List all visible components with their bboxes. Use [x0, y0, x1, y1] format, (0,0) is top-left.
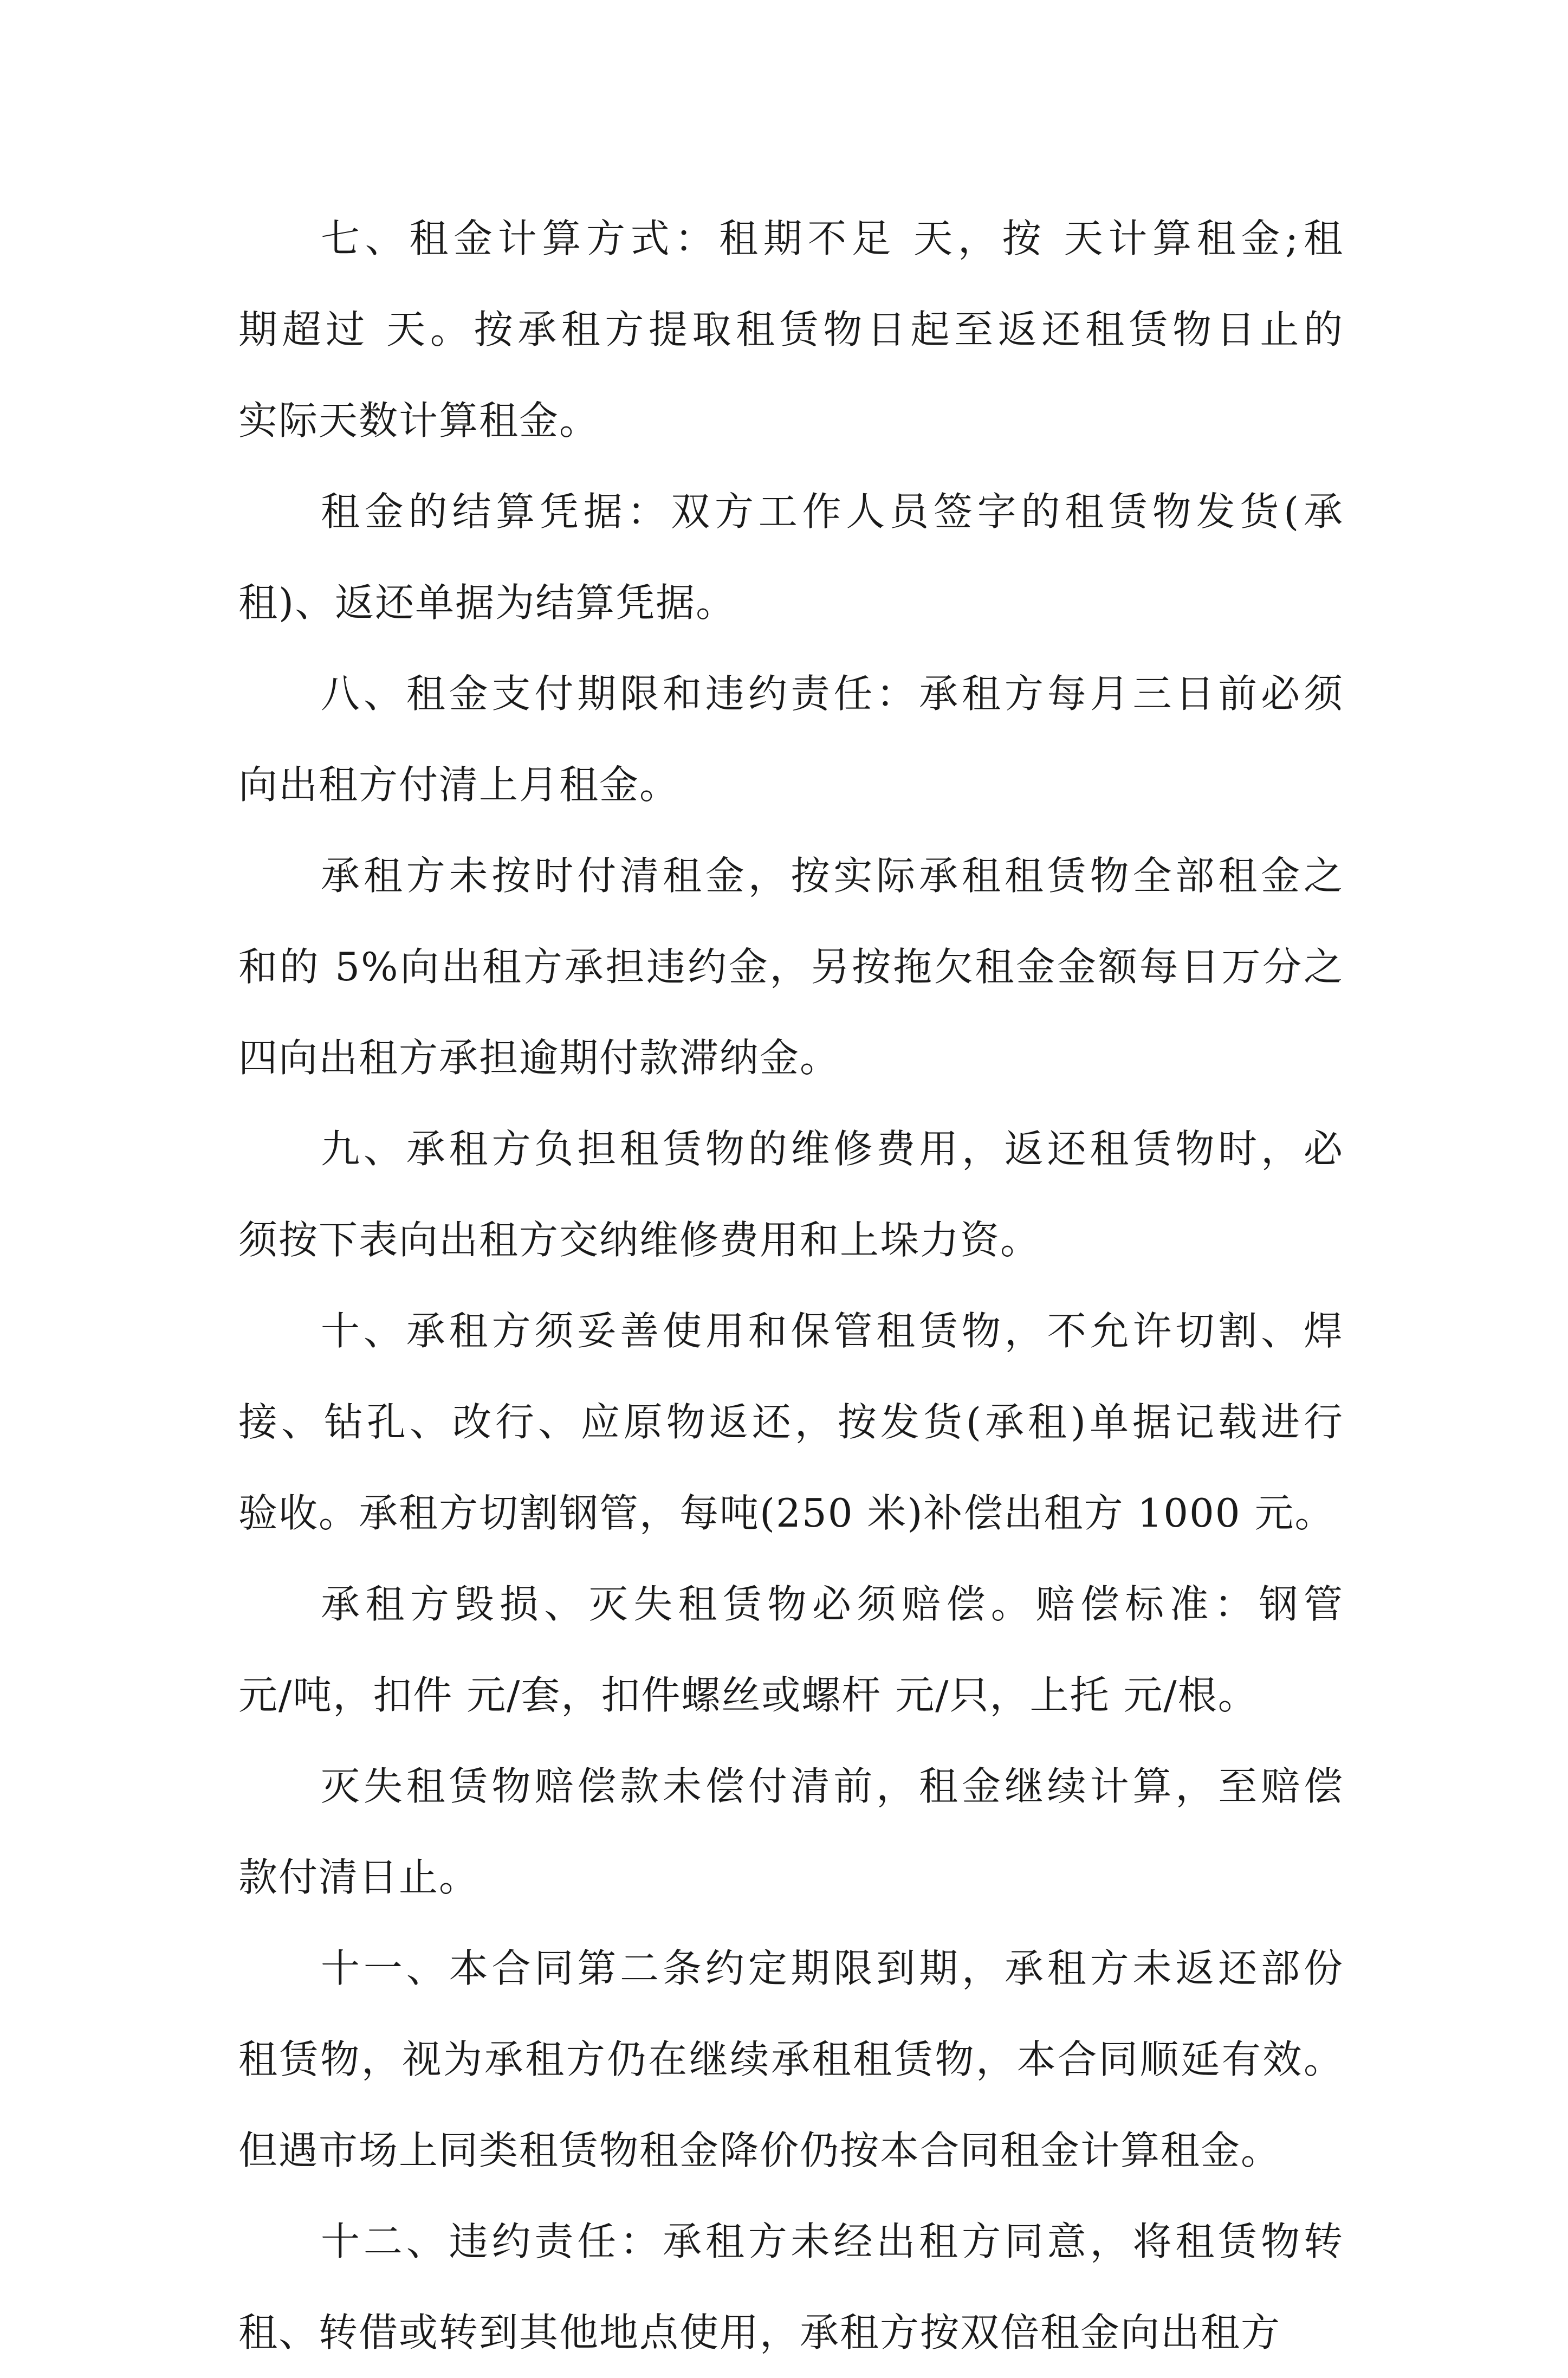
- paragraph-line: 款付清日止。: [238, 1854, 480, 1900]
- paragraph-line: 租、转借或转到其他地点使用，承租方按双倍租金向出租方: [238, 2310, 1281, 2355]
- paragraph-line: 接、钻孔、改行、应原物返还，按发货(承租)单据记载进行: [238, 1399, 1344, 1445]
- paragraph-line: 租金的结算凭据：双方工作人员签字的租赁物发货(承: [321, 489, 1344, 534]
- paragraph-line: 期超过 天。按承租方提取租赁物日起至返还租赁物日止的: [238, 307, 1344, 352]
- contract-paragraph-p10b: [238, 1559, 1344, 1741]
- paragraph-line: 承租方毁损、灭失租赁物必须赔偿。赔偿标准：钢管: [321, 1581, 1344, 1627]
- contract-paragraph-p10c: [238, 1741, 1344, 1923]
- paragraph-line: 九、承租方负担租赁物的维修费用，返还租赁物时，必: [321, 1126, 1344, 1172]
- paragraph-line: 但遇市场上同类租赁物租金降价仍按本合同租金计算租金。: [238, 2128, 1281, 2173]
- contract-body: [238, 193, 1344, 2378]
- paragraph-line: 灭失租赁物赔偿款未偿付清前，租金继续计算，至赔偿: [321, 1763, 1344, 1809]
- paragraph-line: 八、租金支付期限和违约责任：承租方每月三日前必须: [321, 671, 1344, 716]
- paragraph-line: 须按下表向出租方交纳维修费用和上垛力资。: [238, 1217, 1041, 1263]
- paragraph-line: 承租方未按时付清租金，按实际承租租赁物全部租金之: [321, 853, 1344, 899]
- paragraph-line: 向出租方付清上月租金。: [238, 762, 680, 807]
- contract-paragraph-p12: [238, 2196, 1344, 2378]
- paragraph-line: 验收。承租方切割钢管，每吨(250 米)补偿出租方 1000 元。: [238, 1490, 1335, 1536]
- paragraph-line: 七、租金计算方式：租期不足 天，按 天计算租金;租: [321, 216, 1344, 261]
- contract-paragraph-p8: [238, 648, 1344, 830]
- paragraph-line: 实际天数计算租金。: [238, 398, 600, 443]
- paragraph-line: 租赁物，视为承租方仍在继续承租租赁物，本合同顺延有效。: [238, 2037, 1344, 2082]
- paragraph-line: 十一、本合同第二条约定期限到期，承租方未返还部份: [321, 1946, 1344, 1991]
- paragraph-line: 租)、返还单据为结算凭据。: [238, 580, 736, 625]
- paragraph-line: 十二、违约责任：承租方未经出租方同意，将租赁物转: [321, 2219, 1344, 2264]
- contract-paragraph-p9: [238, 1103, 1344, 1285]
- contract-paragraph-p8b: [238, 830, 1344, 1103]
- paragraph-line: 元/吨，扣件 元/套，扣件螺丝或螺杆 元/只，上托 元/根。: [238, 1672, 1258, 1718]
- paragraph-line: 和的 5%向出租方承担违约金，另按拖欠租金金额每日万分之: [238, 944, 1344, 990]
- contract-paragraph-p7b: [238, 466, 1344, 648]
- contract-paragraph-p11: [238, 1923, 1344, 2196]
- paragraph-line: 四向出租方承担逾期付款滞纳金。: [238, 1035, 840, 1081]
- paragraph-line: 十、承租方须妥善使用和保管租赁物，不允许切割、焊: [321, 1308, 1344, 1354]
- contract-paragraph-p10: [238, 1285, 1344, 1559]
- contract-paragraph-p7: [238, 193, 1344, 466]
